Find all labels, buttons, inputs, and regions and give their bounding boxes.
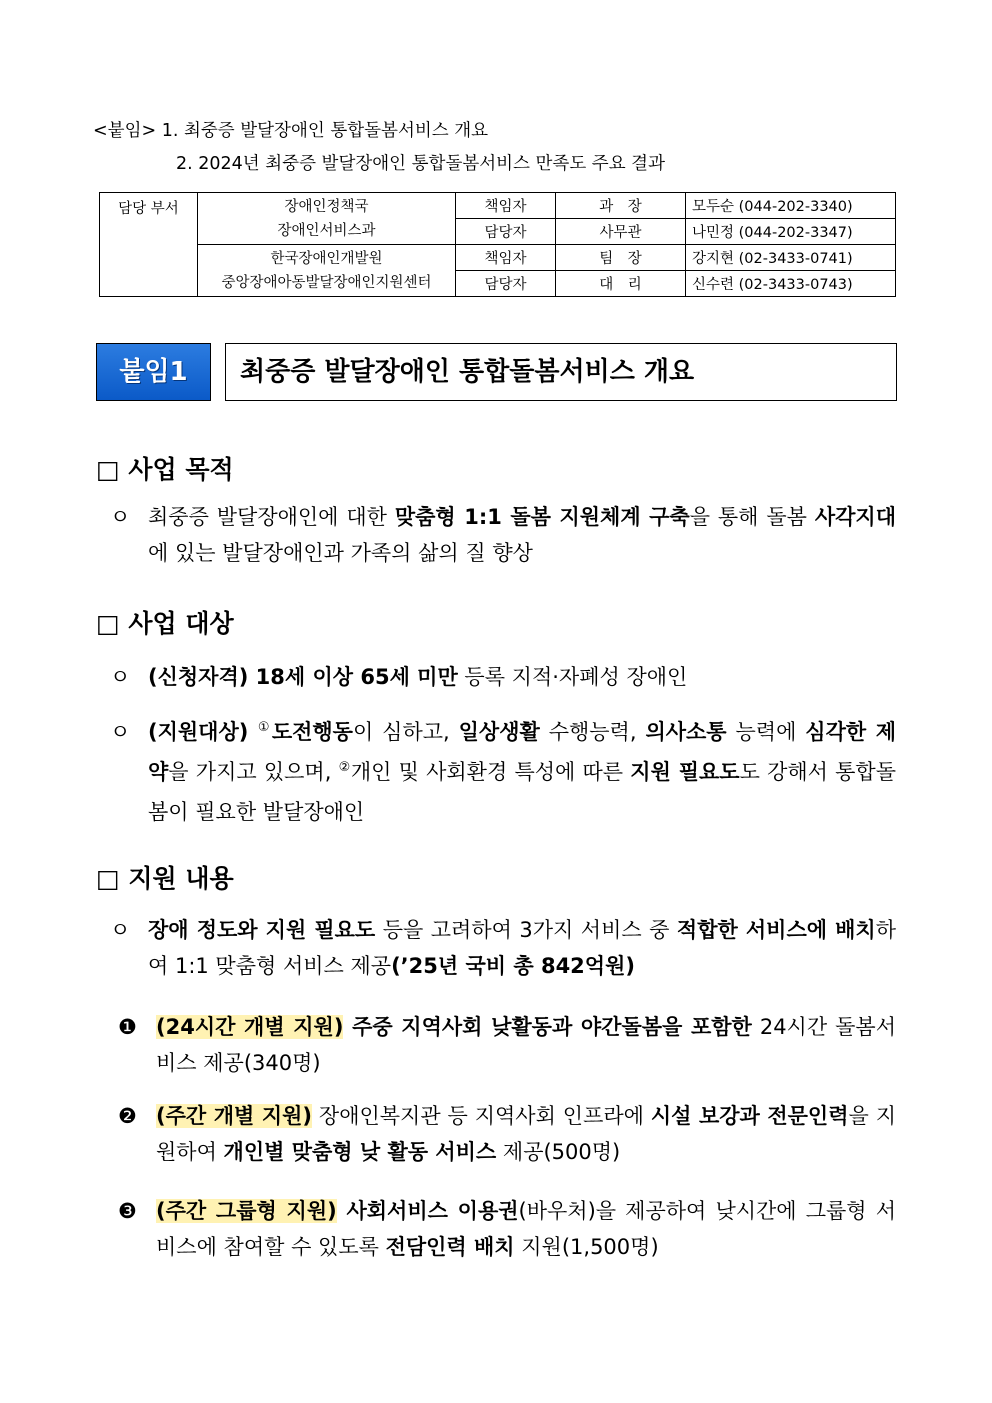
number-marker: ❷ (118, 1104, 137, 1128)
service-item-1: ❶ (24시간 개별 지원) 주중 지역사회 낮활동과 야간돌봄을 포함한 24시간 돌봄서비스 제공(340명) (118, 1009, 896, 1081)
cell-role: 책임자 (456, 245, 556, 271)
heading-purpose: □ 사업 목적 (96, 455, 234, 484)
heading-content: □ 지원 내용 (96, 864, 234, 893)
cell-role: 책임자 (456, 193, 556, 219)
cell-name: 강지현 (02-3433-0741) (686, 245, 896, 271)
heading-target: □ 사업 대상 (96, 609, 234, 638)
org-ministry (198, 193, 456, 245)
org-institute (198, 245, 456, 297)
cell-name: 신수련 (02-3433-0743) (686, 271, 896, 297)
org-ministry-line2: 장애인서비스과 (277, 222, 376, 239)
cell-position: 사무관 (556, 219, 686, 245)
org-ministry-line1: 장애인정책국 (284, 198, 369, 215)
cell-position: 과 장 (556, 193, 686, 219)
title-badge: 붙임1 (96, 343, 211, 401)
bullet-marker: ㅇ (110, 665, 131, 689)
contact-table (99, 192, 896, 297)
section-title (96, 343, 897, 401)
cell-position: 대 리 (556, 271, 686, 297)
title-text: 최중증 발달장애인 통합돌봄서비스 개요 (225, 343, 897, 401)
org-institute-line1: 한국장애인개발원 (270, 250, 383, 267)
target-paragraph-2: ㅇ (지원대상) ①도전행동이 심하고, 일상생활 수행능력, 의사소통 능력에 심각한 제약을 가지고 있으며, ②개인 및 사회환경 특성에 따른 지원 필요도도 강해서 통합돌봄이 필요한 발달장애인 (110, 714, 896, 830)
org-institute-line2: 중앙장애아동발달장애인지원센터 (221, 274, 432, 291)
content-paragraph: ㅇ 장애 정도와 지원 필요도 등을 고려하여 3가지 서비스 중 적합한 서비스에 배치하여 1:1 맞춤형 서비스 제공(’25년 국비 총 842억원) (110, 912, 896, 984)
service-item-2: ❷ (주간 개별 지원) 장애인복지관 등 지역사회 인프라에 시설 보강과 전문인력을 지원하여 개인별 맞춤형 낮 활동 서비스 제공(500명) (118, 1098, 896, 1170)
bullet-marker: ㅇ (110, 505, 131, 529)
number-marker: ❸ (118, 1199, 137, 1223)
attachment-line-2: 2. 2024년 최중증 발달장애인 통합돌봄서비스 만족도 주요 결과 (176, 154, 665, 174)
cell-role: 담당자 (456, 271, 556, 297)
bullet-marker: ㅇ (110, 918, 131, 942)
dept-label: 담당 부서 (100, 193, 198, 297)
purpose-paragraph: ㅇ 최중증 발달장애인에 대한 맞춤형 1:1 돌봄 지원체계 구축을 통해 돌봄 사각지대에 있는 발달장애인과 가족의 삶의 질 향상 (110, 499, 896, 571)
cell-name: 모두순 (044-202-3340) (686, 193, 896, 219)
number-marker: ❶ (118, 1015, 137, 1039)
service-item-3: ❸ (주간 그룹형 지원) 사회서비스 이용권(바우처)을 제공하여 낮시간에 그룹형 서비스에 참여할 수 있도록 전담인력 배치 지원(1,500명) (118, 1193, 896, 1265)
cell-name: 나민정 (044-202-3347) (686, 219, 896, 245)
cell-position: 팀 장 (556, 245, 686, 271)
cell-role: 담당자 (456, 219, 556, 245)
bullet-marker: ㅇ (110, 720, 131, 744)
target-paragraph-1: ㅇ (신청자격) 18세 이상 65세 미만 등록 지적·자폐성 장애인 (110, 659, 896, 695)
attachment-line-1: <붙임> 1. 최중증 발달장애인 통합돌봄서비스 개요 (93, 121, 489, 141)
